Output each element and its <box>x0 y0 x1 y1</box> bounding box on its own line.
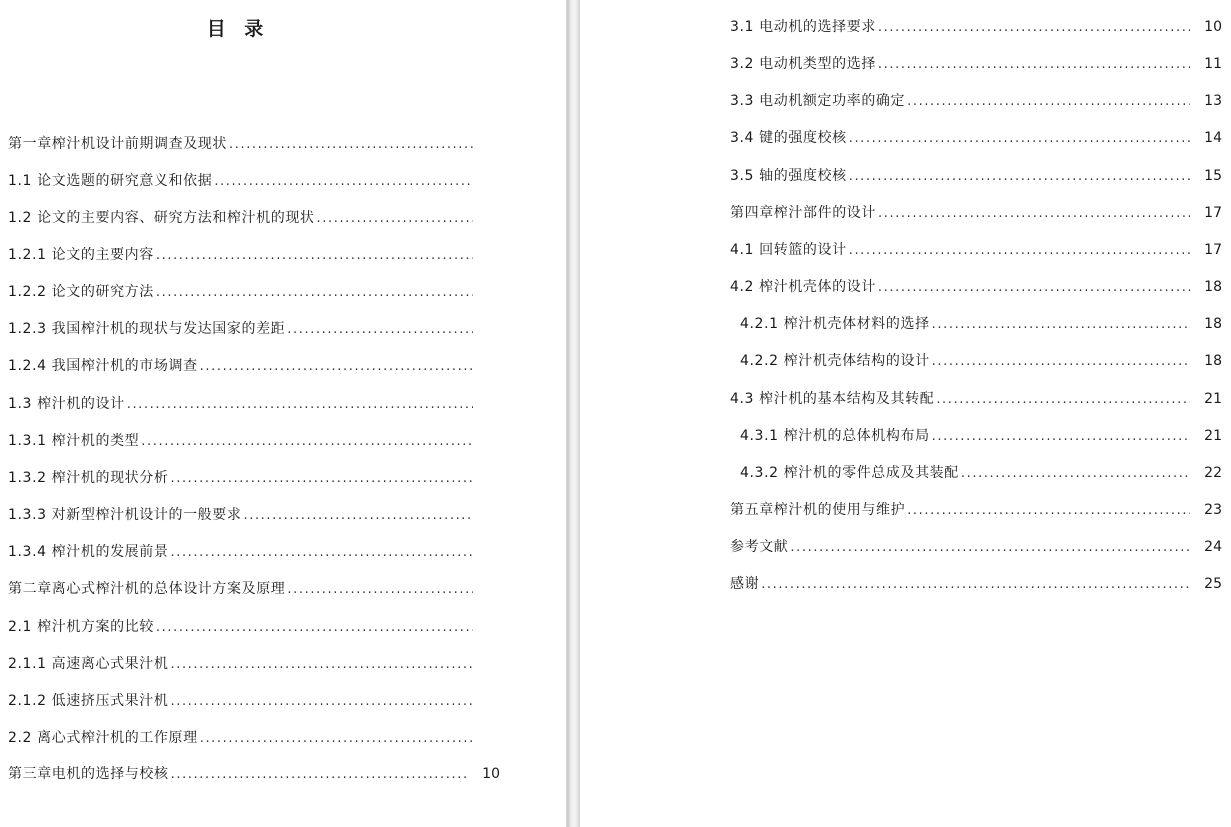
toc-leader-dots <box>170 542 473 564</box>
toc-leader-dots <box>229 134 473 156</box>
toc-entry[interactable] <box>8 393 475 415</box>
toc-leader-dots <box>171 764 468 786</box>
toc-leader-dots <box>932 351 1190 373</box>
toc-entry-label: 1.2.4 我国榨汁机的市场调查 <box>8 358 198 374</box>
toc-leader-dots <box>127 394 473 416</box>
toc-leader-dots <box>961 463 1190 485</box>
toc-page-number: 11 <box>1204 56 1222 72</box>
toc-page-number: 17 <box>1204 205 1222 221</box>
toc-entry-label: 第五章榨汁机的使用与维护 <box>730 502 906 518</box>
toc-page-number: 22 <box>1204 465 1222 481</box>
toc-leader-dots <box>170 654 473 676</box>
toc-leader-dots <box>932 426 1190 448</box>
toc-entry[interactable] <box>8 318 475 340</box>
toc-leader-dots <box>907 91 1190 113</box>
toc-leader-dots <box>849 166 1190 188</box>
toc-entry[interactable] <box>730 573 1222 595</box>
toc-entry-label: 2.2 离心式榨汁机的工作原理 <box>8 730 198 746</box>
toc-entry[interactable] <box>730 239 1222 261</box>
toc-page-number: 21 <box>1204 391 1222 407</box>
toc-entry[interactable] <box>730 276 1222 298</box>
toc-entry[interactable] <box>8 504 475 526</box>
toc-title: 目 录 <box>206 18 270 40</box>
toc-entry-label: 2.1.2 低速挤压式果汁机 <box>8 693 169 709</box>
toc-leader-dots <box>156 245 473 267</box>
toc-entry[interactable] <box>8 355 475 377</box>
toc-leader-dots <box>156 282 473 304</box>
toc-entry[interactable] <box>740 425 1222 447</box>
toc-leader-dots <box>156 617 473 639</box>
toc-leader-dots <box>243 505 473 527</box>
toc-leader-dots <box>170 468 473 490</box>
toc-entry[interactable] <box>8 653 475 675</box>
toc-entry[interactable] <box>8 244 475 266</box>
toc-entry[interactable] <box>740 462 1222 484</box>
toc-entry-label: 3.4 键的强度校核 <box>730 130 847 146</box>
toc-entry-label: 3.5 轴的强度校核 <box>730 168 847 184</box>
toc-entry[interactable] <box>8 541 475 563</box>
toc-entry-label: 1.2 论文的主要内容、研究方法和榨汁机的现状 <box>8 210 315 226</box>
toc-entry[interactable] <box>8 763 500 785</box>
toc-leader-dots <box>849 240 1190 262</box>
toc-entry[interactable] <box>730 499 1222 521</box>
toc-page-number: 23 <box>1204 502 1222 518</box>
toc-leader-dots <box>287 579 473 601</box>
toc-entry-label: 1.3 榨汁机的设计 <box>8 396 125 412</box>
toc-leader-dots <box>878 277 1190 299</box>
toc-entry[interactable] <box>8 690 475 712</box>
toc-entry-label: 参考文献 <box>730 539 789 555</box>
toc-entry-label: 第二章离心式榨汁机的总体设计方案及原理 <box>8 581 286 597</box>
toc-entry-label: 4.3.1 榨汁机的总体机构布局 <box>740 428 930 444</box>
toc-entry-label: 感谢 <box>730 576 760 592</box>
toc-entry-label: 3.1 电动机的选择要求 <box>730 19 876 35</box>
toc-page-number: 10 <box>482 766 500 782</box>
toc-entry[interactable] <box>8 170 475 192</box>
toc-entry-label: 1.2.1 论文的主要内容 <box>8 247 154 263</box>
toc-entry-label: 2.1.1 高速离心式果汁机 <box>8 656 169 672</box>
toc-entry-label: 1.3.3 对新型榨汁机设计的一般要求 <box>8 507 242 523</box>
toc-entry-label: 第四章榨汁部件的设计 <box>730 205 876 221</box>
toc-entry[interactable] <box>730 388 1222 410</box>
toc-leader-dots <box>200 356 473 378</box>
toc-page-number: 14 <box>1204 130 1222 146</box>
toc-page-number: 21 <box>1204 428 1222 444</box>
toc-leader-dots <box>932 314 1190 336</box>
toc-page-number: 18 <box>1204 279 1222 295</box>
toc-entry[interactable] <box>8 616 475 638</box>
toc-page-number: 13 <box>1204 93 1222 109</box>
toc-leader-dots <box>878 203 1190 225</box>
toc-leader-dots <box>317 208 473 230</box>
toc-entry-label: 1.3.2 榨汁机的现状分析 <box>8 470 169 486</box>
toc-entry-label: 第一章榨汁机设计前期调查及现状 <box>8 136 227 152</box>
toc-entry-label: 1.3.1 榨汁机的类型 <box>8 433 140 449</box>
toc-entry[interactable] <box>730 127 1222 149</box>
toc-leader-dots <box>200 728 473 750</box>
toc-entry[interactable] <box>730 16 1222 38</box>
toc-leader-dots <box>878 54 1190 76</box>
toc-entry-label: 4.3.2 榨汁机的零件总成及其装配 <box>740 465 959 481</box>
toc-entry[interactable] <box>8 467 475 489</box>
toc-entry-label: 1.3.4 榨汁机的发展前景 <box>8 544 169 560</box>
toc-entry[interactable] <box>8 578 475 600</box>
toc-entry[interactable] <box>740 313 1222 335</box>
toc-entry-label: 4.2.1 榨汁机壳体材料的选择 <box>740 316 930 332</box>
toc-leader-dots <box>141 431 473 453</box>
toc-entry[interactable] <box>730 165 1222 187</box>
toc-entry-label: 2.1 榨汁机方案的比较 <box>8 619 154 635</box>
toc-entry[interactable] <box>730 536 1222 558</box>
toc-entry-label: 3.2 电动机类型的选择 <box>730 56 876 72</box>
toc-leader-dots <box>849 128 1190 150</box>
toc-leader-dots <box>907 500 1190 522</box>
toc-entry[interactable] <box>8 133 475 155</box>
toc-leader-dots <box>790 537 1190 559</box>
toc-entry[interactable] <box>740 350 1222 372</box>
toc-entry-label: 1.2.3 我国榨汁机的现状与发达国家的差距 <box>8 321 286 337</box>
right-page <box>580 0 1231 827</box>
toc-entry-label: 3.3 电动机额定功率的确定 <box>730 93 906 109</box>
toc-page-number: 18 <box>1204 353 1222 369</box>
toc-entry-label: 4.3 榨汁机的基本结构及其转配 <box>730 391 935 407</box>
toc-leader-dots <box>287 319 473 341</box>
toc-entry[interactable] <box>730 90 1222 112</box>
toc-entry-label: 4.2.2 榨汁机壳体结构的设计 <box>740 353 930 369</box>
toc-entry[interactable] <box>8 207 475 229</box>
toc-page-number: 25 <box>1204 576 1222 592</box>
toc-entry-label: 4.2 榨汁机壳体的设计 <box>730 279 876 295</box>
page-gutter <box>566 0 580 827</box>
toc-page-number: 18 <box>1204 316 1222 332</box>
toc-entry-label: 1.1 论文选题的研究意义和依据 <box>8 173 213 189</box>
toc-entry[interactable] <box>8 430 475 452</box>
toc-entry[interactable] <box>730 53 1222 75</box>
toc-leader-dots <box>170 691 473 713</box>
toc-entry-label: 第三章电机的选择与校核 <box>8 766 169 782</box>
toc-page-number: 15 <box>1204 168 1222 184</box>
toc-leader-dots <box>761 574 1190 596</box>
toc-page-number: 17 <box>1204 242 1222 258</box>
toc-entry[interactable] <box>8 281 475 303</box>
toc-entry-label: 1.2.2 论文的研究方法 <box>8 284 154 300</box>
toc-entry-label: 4.1 回转篮的设计 <box>730 242 847 258</box>
toc-entry[interactable] <box>730 202 1222 224</box>
toc-leader-dots <box>878 17 1190 39</box>
toc-page-number: 10 <box>1204 19 1222 35</box>
toc-leader-dots <box>214 171 473 193</box>
toc-page-number: 24 <box>1204 539 1222 555</box>
toc-leader-dots <box>936 389 1190 411</box>
toc-entry[interactable] <box>8 727 475 749</box>
